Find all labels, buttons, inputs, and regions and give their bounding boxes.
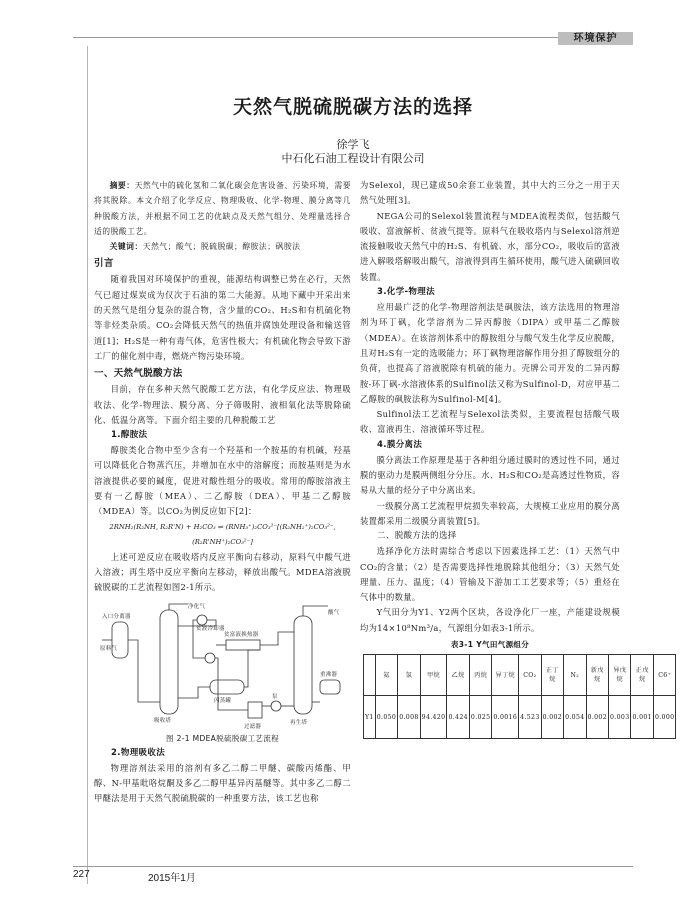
label-inlet-separator: 入口分离器 (102, 613, 131, 620)
subsection-chemphys-paragraph-2: Sulfinol法工艺流程与Selexol法类似，主要流程包括酸气吸收、富液再生、溶液循环等过程。 (360, 409, 620, 435)
label-pump: 泵 (272, 693, 278, 700)
abstract-text: 天然气中的硫化氢和二氧化碳会危害设备、污染环境，需要将其脱除。本文介绍了化学反应、物理吸收、化学-物理、膜分离等几种脱酸方法，并根据不同工艺的优缺点及天然气组分、处理量选择合适的脱酸工艺。 (94, 181, 352, 236)
section-2-paragraph-2: Y气田分为Y1、Y2两个区块，各设净化厂一座，产能建设规模均为14×10⁸Nm³/a，气源组分如表3-1所示。 (360, 607, 620, 633)
regenerator-column (294, 616, 312, 714)
subsection-amine-heading: 1.醇胺法 (111, 430, 148, 441)
section-2-paragraph: 选择净化方法时需综合考虑以下因素选择工艺：（1）天然气中CO₂的含量；（2）是否需要选择性地脱除其他组分；（3）天然气处理量、压力、温度；（4）管输及下游加工工艺要求等；（5）重烃在气体中的数量。 (360, 546, 620, 603)
subsection-membrane-paragraph: 膜分离法工作原理是基于各种组分通过膜时的透过性不同，通过膜的驱动力是膜两侧组分分压。水、H₂S和CO₂是高透过性物质，容易从大量的烃分子中分离出来。 (360, 454, 620, 496)
header-rule (73, 37, 560, 38)
keywords: 天然气；酸气；脱硫脱碳；醇胺法；砜胺法 (142, 242, 301, 252)
table-cell: 94.420 (420, 696, 447, 739)
subsection-physical-paragraph: 物理溶剂法采用的溶剂有多乙二醇二甲醚、碳酸丙烯酯、甲醇、N-甲基吡咯烷酮及多乙二醇甲基异丙基醚等。其中多乙二醇二甲醚法是用于天然气脱硫脱碳的一种重要方法，该工艺也称 (94, 762, 351, 804)
subsection-chemphys-heading: 3.化学-物理法 (377, 287, 435, 298)
section-1-heading: 一、天然气脱酸方法 (94, 368, 183, 380)
label-reboiler: 重沸器 (320, 671, 338, 678)
table-cell: 0.000 (653, 696, 675, 739)
lean-cooler-symbol (197, 615, 207, 625)
subsection-membrane-heading: 4.膜分离法 (377, 439, 423, 450)
label-regenerator: 再生塔 (290, 719, 308, 726)
intro-paragraph: 随着我国对环境保护的重视，能源结构调整已势在必行，天然气已超过煤炭成为仅次于石油的第二大能源。从地下藏中开采出来的天然气是组分复杂的混合物，含少量的CO₂、H₂S和有机硫化物等非烃类杂质。CO₂会降低天然气的热值并腐蚀处理设备和输送管道[1]；H₂S是一种有毒气体，危害性极大；有机硫化物会导致下游工厂的催化剂中毒，燃烧产物污染环境。 (94, 274, 351, 361)
intro-heading: 引言 (94, 258, 114, 270)
table-cell: 0.002 (541, 696, 563, 739)
heat-exchanger-box (226, 640, 260, 650)
table-cell: 0.054 (564, 696, 586, 739)
table-header-cell (364, 655, 376, 696)
table-header-cell: CO₂ (519, 655, 541, 696)
filter-box (248, 702, 262, 718)
label-heat-exchanger: 贫富液换热器 (224, 631, 259, 638)
selexol-process-paragraph: NEGA公司的Selexol装置流程与MDEA流程类似，包括酸气吸收、富液解析、贫液气提等。原料气在吸收塔内与Selexol溶剂逆流接触吸收天然气中的H₂S、有机硫、水，部分CO₂，吸收后的富液进入解吸塔解吸出酸气，溶液得到再生循环使用，酸气进入硫磺回收装置。 (360, 210, 620, 282)
subsection-amine-paragraph: 醇胺类化合物中至少含有一个羟基和一个胺基的有机碱，羟基可以降低化合物蒸汽压，并增加在水中的溶解度；而胺基则是为水溶液提供必要的碱度，促进对酸性组分的吸收。常用的醇胺溶液主要有一乙醇胺（MEA）、二乙醇胺（DEA）、甲基二乙醇胺（MDEA）等。以CO₂为例反应如下[2]： (94, 445, 351, 517)
footer-rule (73, 866, 633, 867)
table-cell: 0.424 (447, 696, 469, 739)
selexol-paragraph-cont: 为Selexol，现已建成50余套工业装置，其中大约三分之一用于天然气处理[3]。 (360, 180, 620, 206)
table-row (364, 696, 676, 739)
table-cell: 0.003 (609, 696, 631, 739)
table-cell: 0.002 (586, 696, 608, 739)
table-header-cell: 异丁烷 (492, 655, 519, 696)
label-lean-cooler: 贫液冷却器 (196, 625, 225, 632)
inlet-separator-vessel (112, 622, 128, 658)
section-tag: 环境保护 (558, 32, 633, 45)
subsection-amine-paragraph-2: 上述可逆反应在吸收塔内反应平衡向右移动，原料气中酸气进入溶液；再生塔中反应平衡向左移动，释放出酸气。MDEA溶液脱硫脱碳的工艺流程如图2-1所示。 (94, 551, 351, 593)
subsection-membrane-paragraph-2: 一级膜分离工艺流程甲烷损失率较高，大规模工业应用的膜分离装置都采用二级膜分离装置[5]。 (360, 500, 620, 526)
page-number: 227 (73, 869, 90, 880)
reboiler-vessel (320, 680, 340, 694)
table-header-cell: N₂ (564, 655, 586, 696)
article-title: 天然气脱硫脱碳方法的选择 (232, 96, 473, 118)
process-flow-diagram (98, 602, 348, 732)
label-feed-gas: 原料气 (100, 645, 118, 652)
section-2-heading: 二、脱酸方法的选择 (377, 531, 457, 542)
table-header-cell: 正丁烷 (541, 655, 563, 696)
table-header-cell: 新戊烷 (586, 655, 608, 696)
gas-composition-table (363, 654, 676, 739)
figure-caption: 图 2-1 MDEA脱硫脱碳工艺流程 (166, 733, 279, 743)
pump-symbol (271, 701, 281, 711)
table-header-cell: C6⁺ (653, 655, 675, 696)
abstract (94, 178, 351, 254)
left-column (94, 178, 351, 806)
table-cell: 4.523 (519, 696, 541, 739)
table-header-cell: 正戊烷 (631, 655, 653, 696)
table-header-cell: 氢 (398, 655, 420, 696)
flash-tank-vessel (210, 680, 244, 694)
table-header-row (364, 655, 676, 696)
reaction-formula: 2RNH₂(R₂NH, R₂R'N) + H₂CO₃ ⇌ (RNH₃⁺)₂CO₃²⁻[(R₂NH₂⁺)₂CO₃²⁻, (R₂R'NH⁺)₂CO₃²⁻] (109, 522, 336, 546)
label-absorber: 吸收塔 (154, 717, 172, 724)
affiliation: 中石化石油工程设计有限公司 (281, 152, 425, 165)
label-filter: 过滤器 (244, 723, 262, 730)
table-header-cell: 异戊烷 (609, 655, 631, 696)
table-cell: 0.008 (398, 696, 420, 739)
author: 徐学飞 (336, 138, 370, 151)
table-cell: 0.050 (375, 696, 397, 739)
label-flash-tank: 闪蒸罐 (214, 697, 232, 704)
right-column (360, 178, 675, 739)
subsection-chemphys-paragraph: 应用最广泛的化学-物理溶剂法是砜胺法，该方法选用的物理溶剂为环丁砜，化学溶剂为二异丙醇胺（DIPA）或甲基二乙醇胺（MDEA）。在该溶剂体系中的醇胺组分与酸气发生化学反应脱酸，且对H₂S有一定的选吸能力；环丁砜物理溶解作用分担了醇胺组分的负荷，也提高了溶液脱除有机硫的能力。壳牌公司开发的二异丙醇胺-环丁砜-水溶液体系的Sulfinol法又称为Sulfinol-D，对应甲基二乙醇胺的砜胺法称为Sulfinol-M[4]。 (360, 302, 620, 404)
table-header-cell: 甲烷 (420, 655, 447, 696)
label-clean-gas: 净化气 (188, 603, 206, 610)
keywords-label: 关键词： (109, 242, 143, 252)
absorber-column (160, 610, 178, 714)
pump-2-symbol (205, 653, 215, 663)
table-cell: Y1 (364, 696, 376, 739)
page-frame (73, 0, 675, 900)
abstract-label: 摘要： (109, 181, 135, 190)
table-title: 表3-1 Y气田气源组分 (450, 640, 530, 650)
section-1-paragraph: 目前，存在多种天然气脱酸工艺方法，有化学反应法、物理吸收法、化学-物理法、膜分离、分子筛吸附、液相氧化法等脱除硫化、低温分离等。下面介绍主要的几种脱酸工艺 (94, 384, 351, 425)
table-header-cell: 丙烷 (469, 655, 491, 696)
left-margin-rule (87, 46, 88, 884)
process-flow-figure (98, 602, 348, 732)
table-cell: 0.001 (631, 696, 653, 739)
table-header-cell: 乙烷 (447, 655, 469, 696)
issue-date: 2015年1月 (148, 873, 196, 884)
label-acid-gas: 酸气 (328, 609, 340, 616)
subsection-physical-heading: 2.物理吸收法 (111, 747, 166, 758)
table-header-cell: 氦 (375, 655, 397, 696)
table-cell: 0.025 (469, 696, 491, 739)
table-cell: 0.0016 (492, 696, 519, 739)
